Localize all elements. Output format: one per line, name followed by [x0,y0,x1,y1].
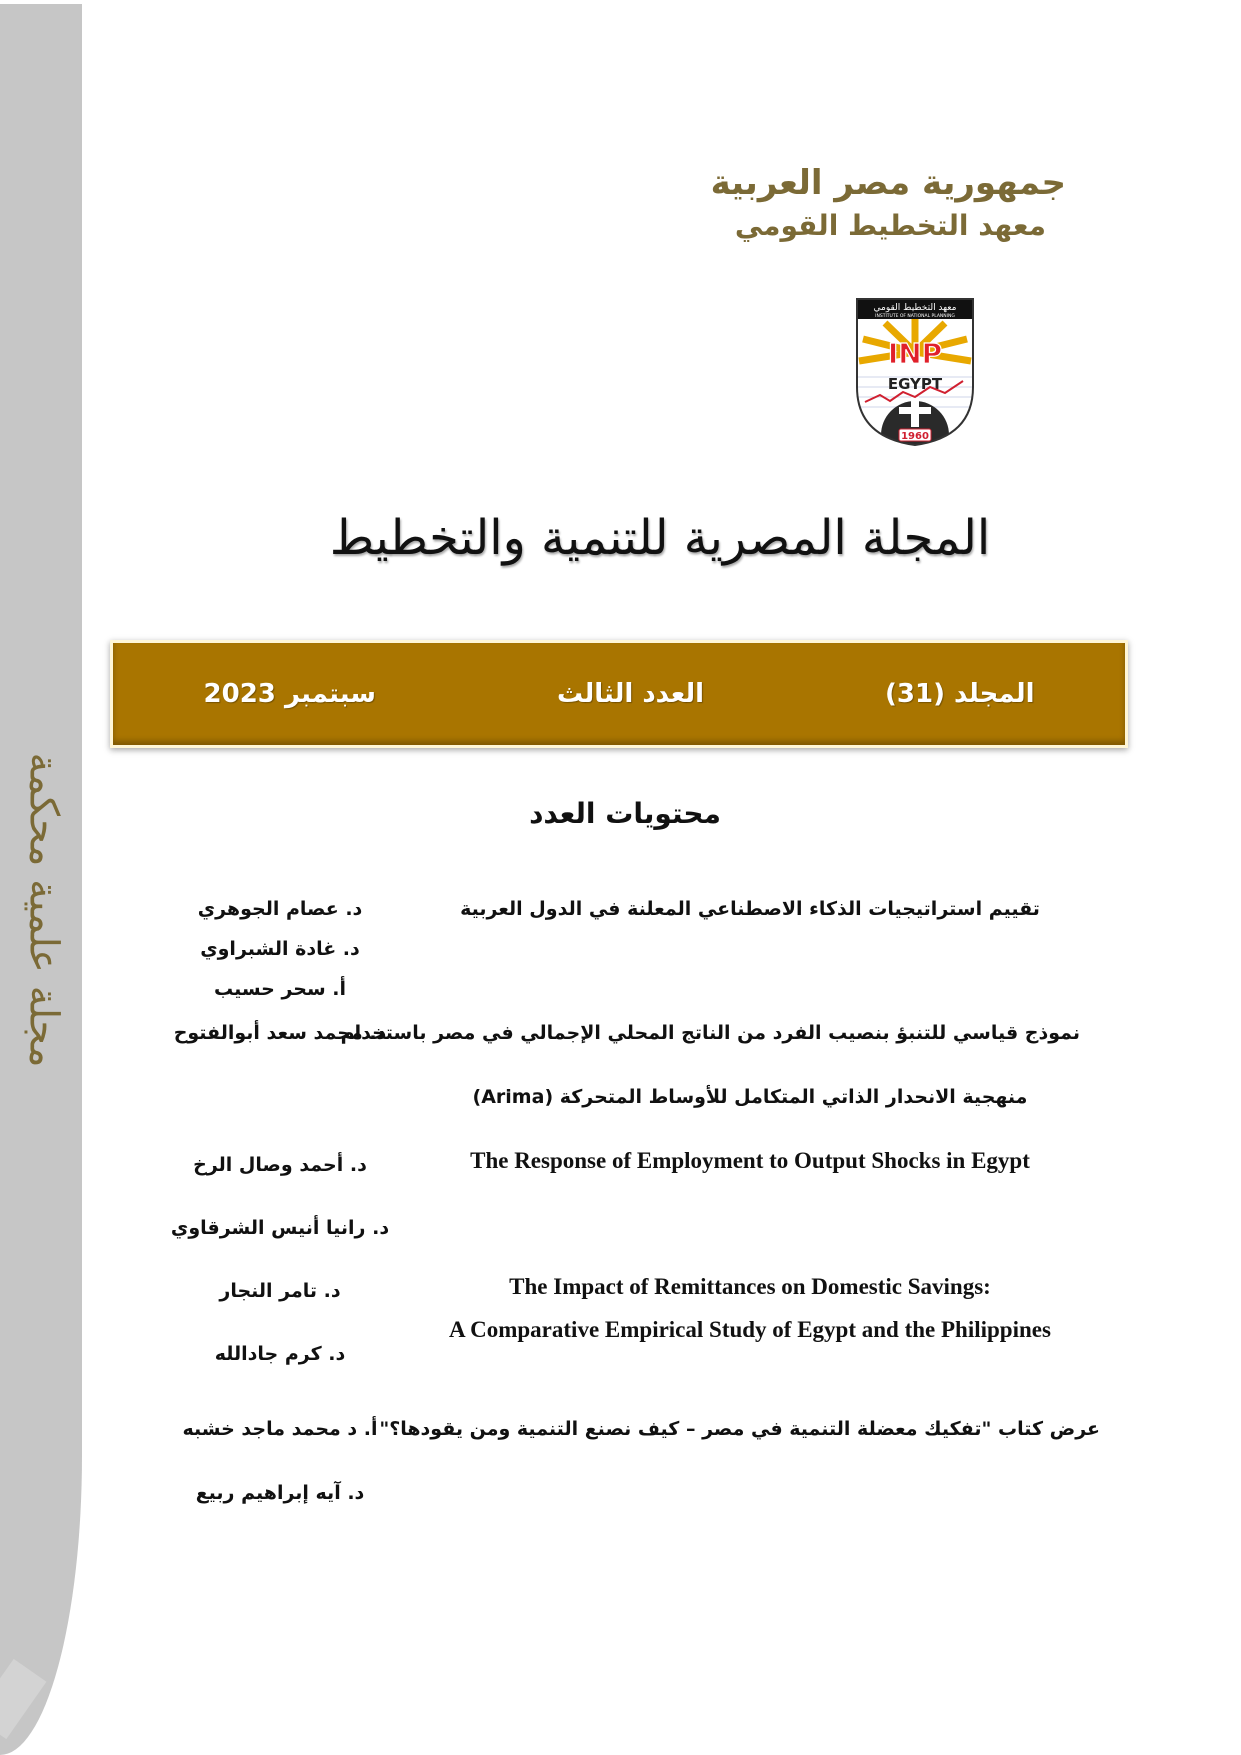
header [711,160,1066,246]
sidebar-decoration [0,1659,46,1739]
svg-text:معهد التخطيط القومي: معهد التخطيط القومي [873,303,957,313]
volume-label: المجلد (31) [885,679,1035,709]
article-1-author-2: د. غادة الشبراوي [200,938,360,960]
article-4-author-2: د. كرم جادالله [214,1343,346,1365]
article-4-author-1: د. تامر النجار [219,1280,341,1302]
article-3-title: The Response of Employment to Output Shocks in Egypt [470,1148,1030,1173]
article-5-title: عرض كتاب "تفكيك معضلة التنمية في مصر – كيف نصنع التنمية ومن يقودها؟" [379,1418,1100,1440]
sidebar-label: مجلة علمية محكمة [21,752,67,1068]
issue-banner [110,640,1128,748]
country-name: جمهورية مصر العربية [710,163,1066,203]
inp-logo [855,297,975,447]
institute-name: معهد التخطيط القومي [734,209,1046,242]
svg-text:1960: 1960 [901,431,929,442]
article-4-title-line-2: A Comparative Empirical Study of Egypt and the Philippines [449,1317,1051,1342]
article-3-author-1: د. أحمد وصال الرخ [193,1154,367,1176]
article-4-title-line-1: The Impact of Remittances on Domestic Savings: [509,1274,991,1299]
logo-emblem-icon [855,297,975,447]
article-2-title-line-1: نموذج قياسي للتنبؤ بنصيب الفرد من الناتج المحلي الإجمالي في مصر باستخدام [340,1022,1080,1044]
date-label: سبتمبر 2023 [203,679,376,709]
svg-text:INP: INP [887,337,943,370]
article-5-author-1: أ. د محمد ماجد خشبه [182,1418,378,1440]
sidebar-label-container [4,700,84,1120]
svg-text:EGYPT: EGYPT [887,375,943,393]
journal-title: المجلة المصرية للتنمية والتخطيط [329,510,991,566]
article-1-author-3: أ. سحر حسيب [213,978,347,1000]
article-2-author-1: د. محمد سعد أبوالفتوح [173,1022,387,1044]
article-3-author-2: د. رانيا أنيس الشرقاوي [170,1217,390,1239]
article-5-author-2: د. آيه إبراهيم ربيع [195,1482,365,1504]
article-2-title-line-2: منهجية الانحدار الذاتي المتكامل للأوساط المتحركة (Arima) [472,1086,1028,1108]
issue-label: العدد الثالث [556,679,705,709]
article-1-title: تقييم استراتيجيات الذكاء الاصطناعي المعلنة في الدول العربية [460,898,1040,920]
article-1-author-1: د. عصام الجوهري [197,898,363,920]
svg-text:INSTITUTE OF NATIONAL PLANNING: INSTITUTE OF NATIONAL PLANNING [875,314,955,319]
contents-heading: محتويات العدد [529,797,721,830]
